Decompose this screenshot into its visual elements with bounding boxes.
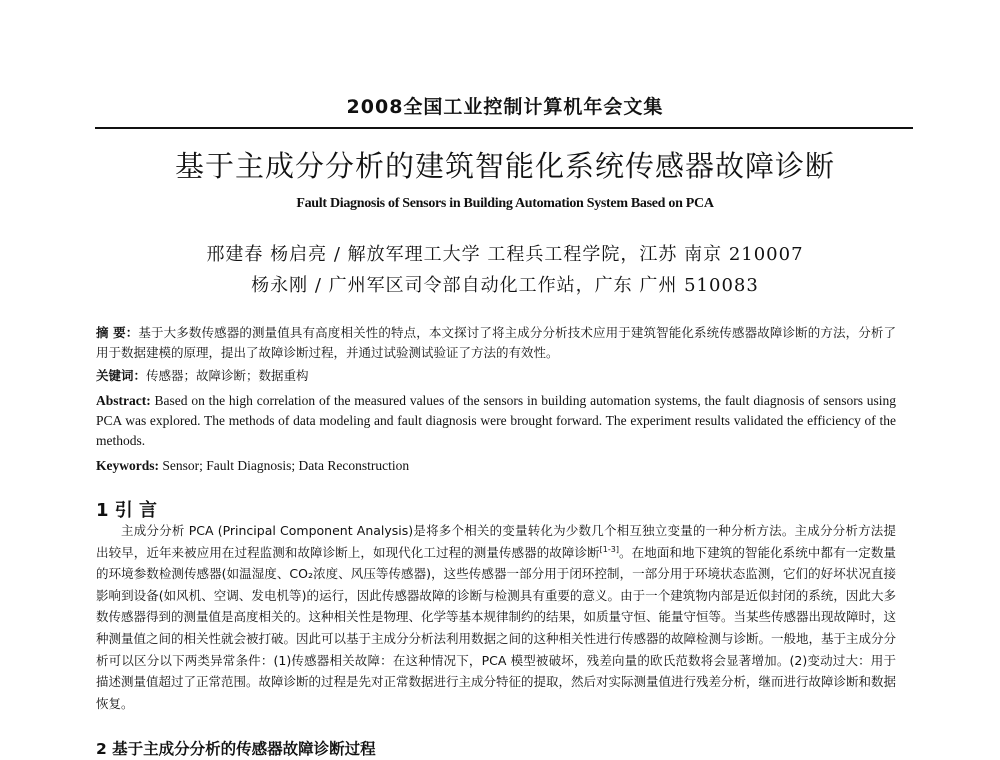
citation-ref: [1-3] bbox=[599, 544, 619, 554]
header-rule bbox=[95, 127, 913, 129]
abstract-zh bbox=[96, 323, 896, 363]
section-1-text-part1: 主成分分析 PCA (Principal Component Analysis)是将多个相关的变量转化为少数几个相互独立变量的一种分析方法。主成分分析方法提出较早，近年来被应用在过程监测和故障诊断上，如现代化工过程的测量传感器的故障诊断 bbox=[96, 523, 896, 560]
section-2-heading: 2 基于主成分分析的传感器故障诊断过程 bbox=[96, 740, 376, 758]
keywords-en-label: Keywords: bbox=[96, 458, 159, 473]
paper-title-en: Fault Diagnosis of Sensors in Building Automation System Based on PCA bbox=[296, 196, 714, 211]
paper-title-zh: 基于主成分分析的建筑智能化系统传感器故障诊断 bbox=[174, 149, 835, 183]
section-1-text-part2: 。在地面和地下建筑的智能化系统中都有一定数量的环境参数检测传感器(如温湿度、CO₂浓度、风压等传感器)，这些传感器一部分用于闭环控制，一部分用于环境状态监测，它们的好坏状况直接影响到设备(如风机、空调、发电机等)的运行，因此传感器故障的诊断与检测具有重要的意义。由于一个建筑物内部是近似封闭的系统，因此大多数传感器得到的测量值是高度相关的。这种相关性是物理、化学等基本规律制约的结果，如质量守恒、能量守恒等。当某些传感器出现故障时，这种测量值之间的相关性就会被打破。因此可以基于主成分分析法利用数据之间的这种相关性进行传感器的故障检测与诊断。一般地，基于主成分分析可以区分以下两类异常条件：(1)传感器相关故障：在这种情况下，PCA 模型被破坏，残差向量的欧氏范数将会显著增加。(2)变动过大：用于描述测量值超过了正常范围。故障诊断的过程是先对正常数据进行主成分特征的提取，然后对实际测量值进行残差分析，继而进行故障诊断和数据恢复。 bbox=[96, 544, 897, 711]
keywords-zh-text: 传感器；故障诊断；数据重构 bbox=[146, 368, 309, 383]
keywords-en-text: Sensor; Fault Diagnosis; Data Reconstruction bbox=[162, 458, 410, 473]
keywords-en bbox=[96, 456, 896, 476]
abstract-zh-label: 摘 要： bbox=[96, 325, 139, 340]
abstract-en-text: Based on the high correlation of the measured values of the sensors in building automation systems, the fault diagnosis of sensors using PCA was explored. The methods of data modeling and fault diagnosis were brought forward. The experiment results validated the efficiency of the methods. bbox=[96, 393, 896, 448]
keywords-zh bbox=[96, 366, 896, 386]
author-line-1: 邢建春 杨启亮 / 解放军理工大学 工程兵工程学院，江苏 南京 210007 bbox=[206, 244, 804, 265]
abstract-en-label: Abstract: bbox=[96, 393, 151, 408]
keywords-zh-label: 关键词： bbox=[96, 368, 147, 383]
author-line-2: 杨永刚 / 广州军区司令部自动化工作站，广东 广州 510083 bbox=[251, 275, 759, 296]
abstract-zh-text: 基于大多数传感器的测量值具有高度相关性的特点，本文探讨了将主成分分析技术应用于建筑智能化系统传感器故障诊断的方法，分析了用于数据建模的原理，提出了故障诊断过程，并通过试验测试验证了方法的有效性。 bbox=[96, 325, 896, 360]
abstract-en bbox=[96, 391, 896, 451]
section-1-heading: 1 引 言 bbox=[96, 500, 158, 521]
conference-header: 2008全国工业控制计算机年会文集 bbox=[346, 96, 664, 118]
section-1-paragraph bbox=[96, 520, 896, 714]
